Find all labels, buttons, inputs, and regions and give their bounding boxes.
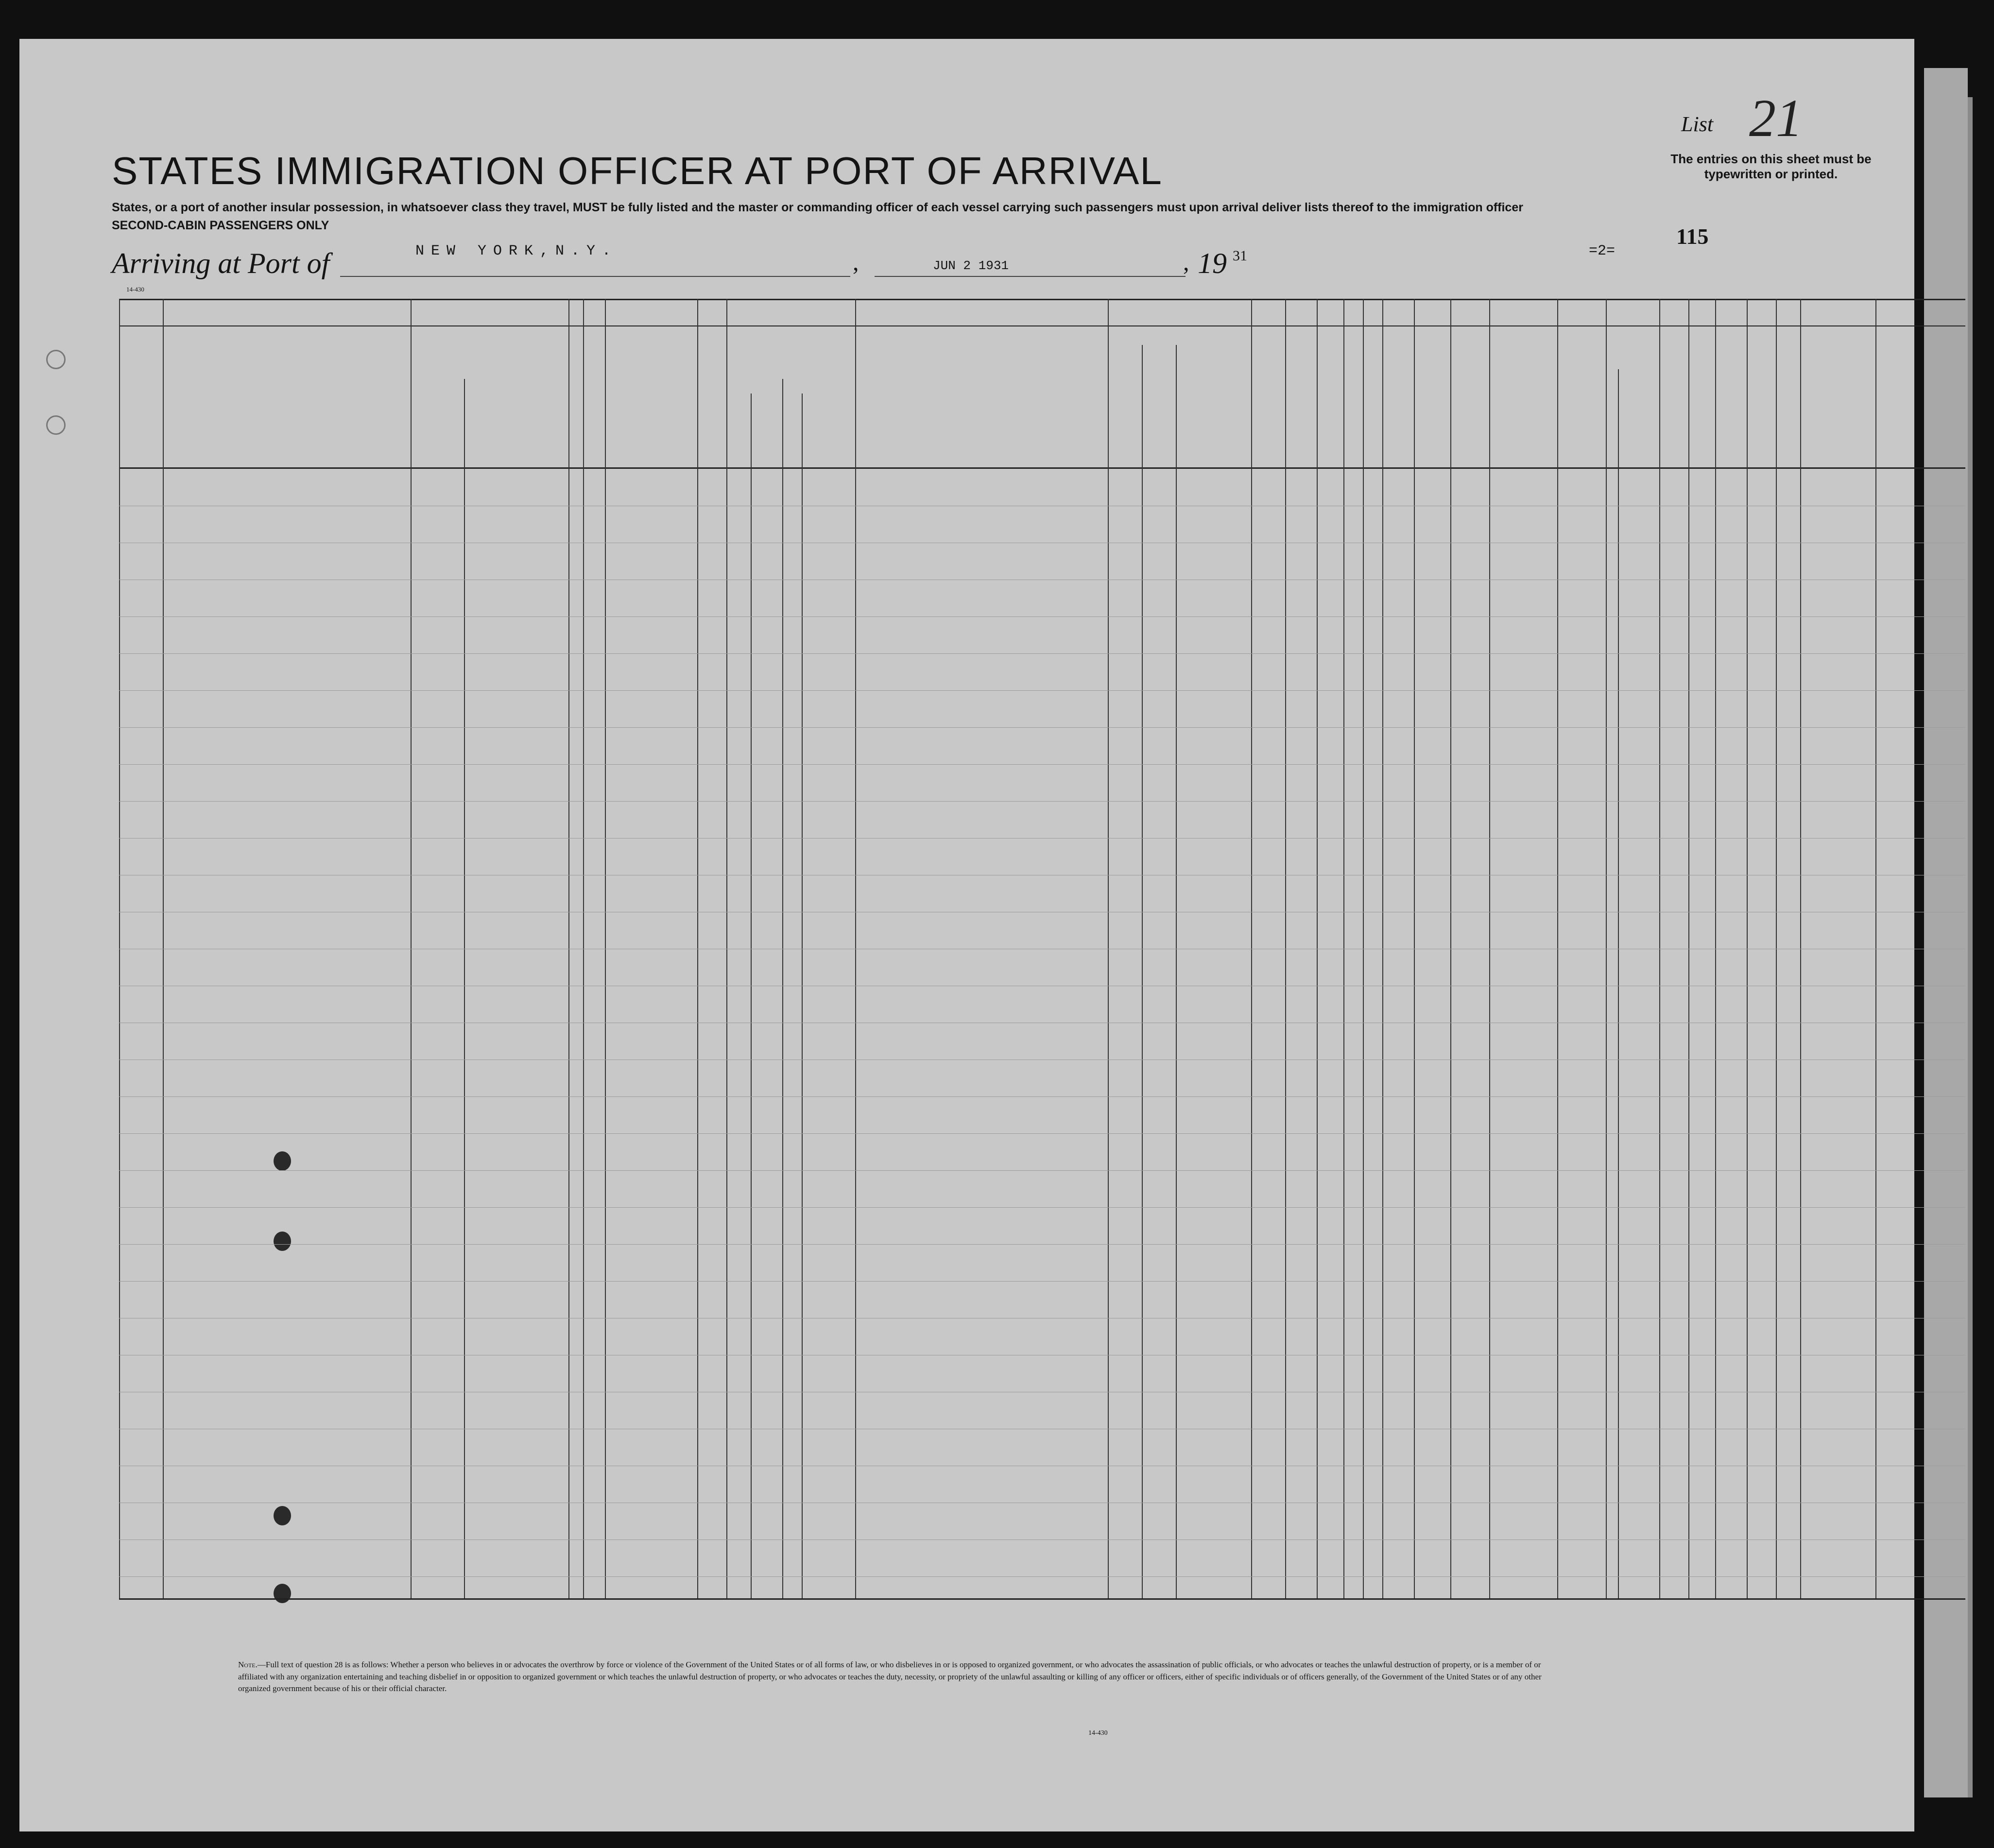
typewritten-instructions: The entries on this sheet must be typewritten or printed. (1670, 152, 1872, 182)
arrival-port: NEW YORK,N.Y. (415, 243, 618, 259)
column-header (19, 889, 53, 1010)
comma: , (853, 248, 859, 275)
row-rule (119, 616, 1965, 617)
subcolumn-rule (464, 379, 465, 1598)
row-rule (119, 1281, 1965, 1282)
subcolumn-rule (1142, 345, 1143, 1598)
column-header (19, 403, 49, 525)
list-label: List (1681, 112, 1714, 136)
binder-hole (274, 1506, 291, 1525)
column-header (19, 525, 44, 646)
column-header (19, 160, 46, 282)
row-rule (119, 653, 1965, 654)
subcolumn-rule (1176, 345, 1177, 1598)
binder-hole (274, 1151, 291, 1171)
row-rule (119, 1576, 1965, 1577)
form-code: 14-430 (126, 286, 144, 293)
row-rule (119, 764, 1965, 765)
column-header (19, 282, 52, 403)
column-header (19, 646, 56, 768)
list-number: 21 (1749, 88, 1803, 148)
footnote-text: —Full text of question 28 is as follows: Whether a person who believes in or advocates the overthrow by force or violence of the Government of the United States or of all forms of law, or who disbelieves in or is opposed to organized government, or who advocates the assassination of public officials, or who advocates or teaches the unlawful destruction of property, or is a member of or affiliated with any organization entertaining and teaching disbelief in or opposition to organized government or which teaches the unlawful destruction of property, or who advocates or teaches the duty, necessity, or propriety of the unlawful assaulting or killing of any officer or officers, either of specific individuals or of officers generally, of the Government of the United States or of any other organized government because of his or their official character. (238, 1660, 1542, 1694)
footnote-code: 14-430 (1088, 1729, 1108, 1737)
row-rule (119, 1170, 1965, 1171)
page-subtitle: States, or a port of another insular possession, in whatsoever class they travel, MUST be fully listed and the master or commanding officer of each vessel carrying such passengers must upon arrival deliver lists thereof to the immigration officer (112, 201, 1523, 214)
sheet-number: 115 (1676, 224, 1709, 249)
comma: , (1183, 248, 1189, 275)
sheet-ref: =2= (1589, 243, 1616, 259)
arriving-label: Arriving at Port of (112, 247, 330, 279)
page-stack-edge (1924, 68, 1968, 1797)
manifest-table (19, 39, 1914, 1694)
footnote (238, 1659, 1550, 1695)
row-rule (119, 1096, 1965, 1097)
arrival-date-stamp: JUN 2 1931 (933, 258, 1009, 273)
year-prefix: 19 (1198, 247, 1227, 279)
column-header (19, 768, 49, 889)
page-title: STATES IMMIGRATION OFFICER AT PORT OF ARRIVAL (112, 149, 1163, 192)
subcolumn-rule (1747, 394, 1748, 1598)
footnote-label: Note. (238, 1660, 258, 1669)
subcolumn-rule (726, 394, 727, 1598)
subheader-length (19, 1115, 50, 1219)
manifest-sheet (19, 39, 1914, 1831)
subheader-return (19, 1010, 50, 1115)
binder-ring (46, 415, 66, 435)
table-bottom-rule (119, 1598, 1965, 1600)
binder-hole (274, 1232, 291, 1251)
row-rule (119, 690, 1965, 691)
subcolumn-rule (782, 379, 783, 1598)
cabin-class: SECOND-CABIN PASSENGERS ONLY (112, 219, 329, 232)
year-suffix: 31 (1233, 248, 1247, 264)
row-rule (119, 1244, 1965, 1245)
row-rule (119, 801, 1965, 802)
subcolumn-rule (1618, 369, 1619, 1598)
row-rule (119, 1207, 1965, 1208)
column-header (19, 39, 32, 160)
subheader-citizen (19, 1219, 50, 1324)
subcolumn-rule (751, 394, 752, 1598)
binder-hole (274, 1584, 291, 1603)
subcolumn-rule (802, 394, 803, 1598)
row-rule (119, 1133, 1965, 1134)
row-rule (119, 727, 1965, 728)
